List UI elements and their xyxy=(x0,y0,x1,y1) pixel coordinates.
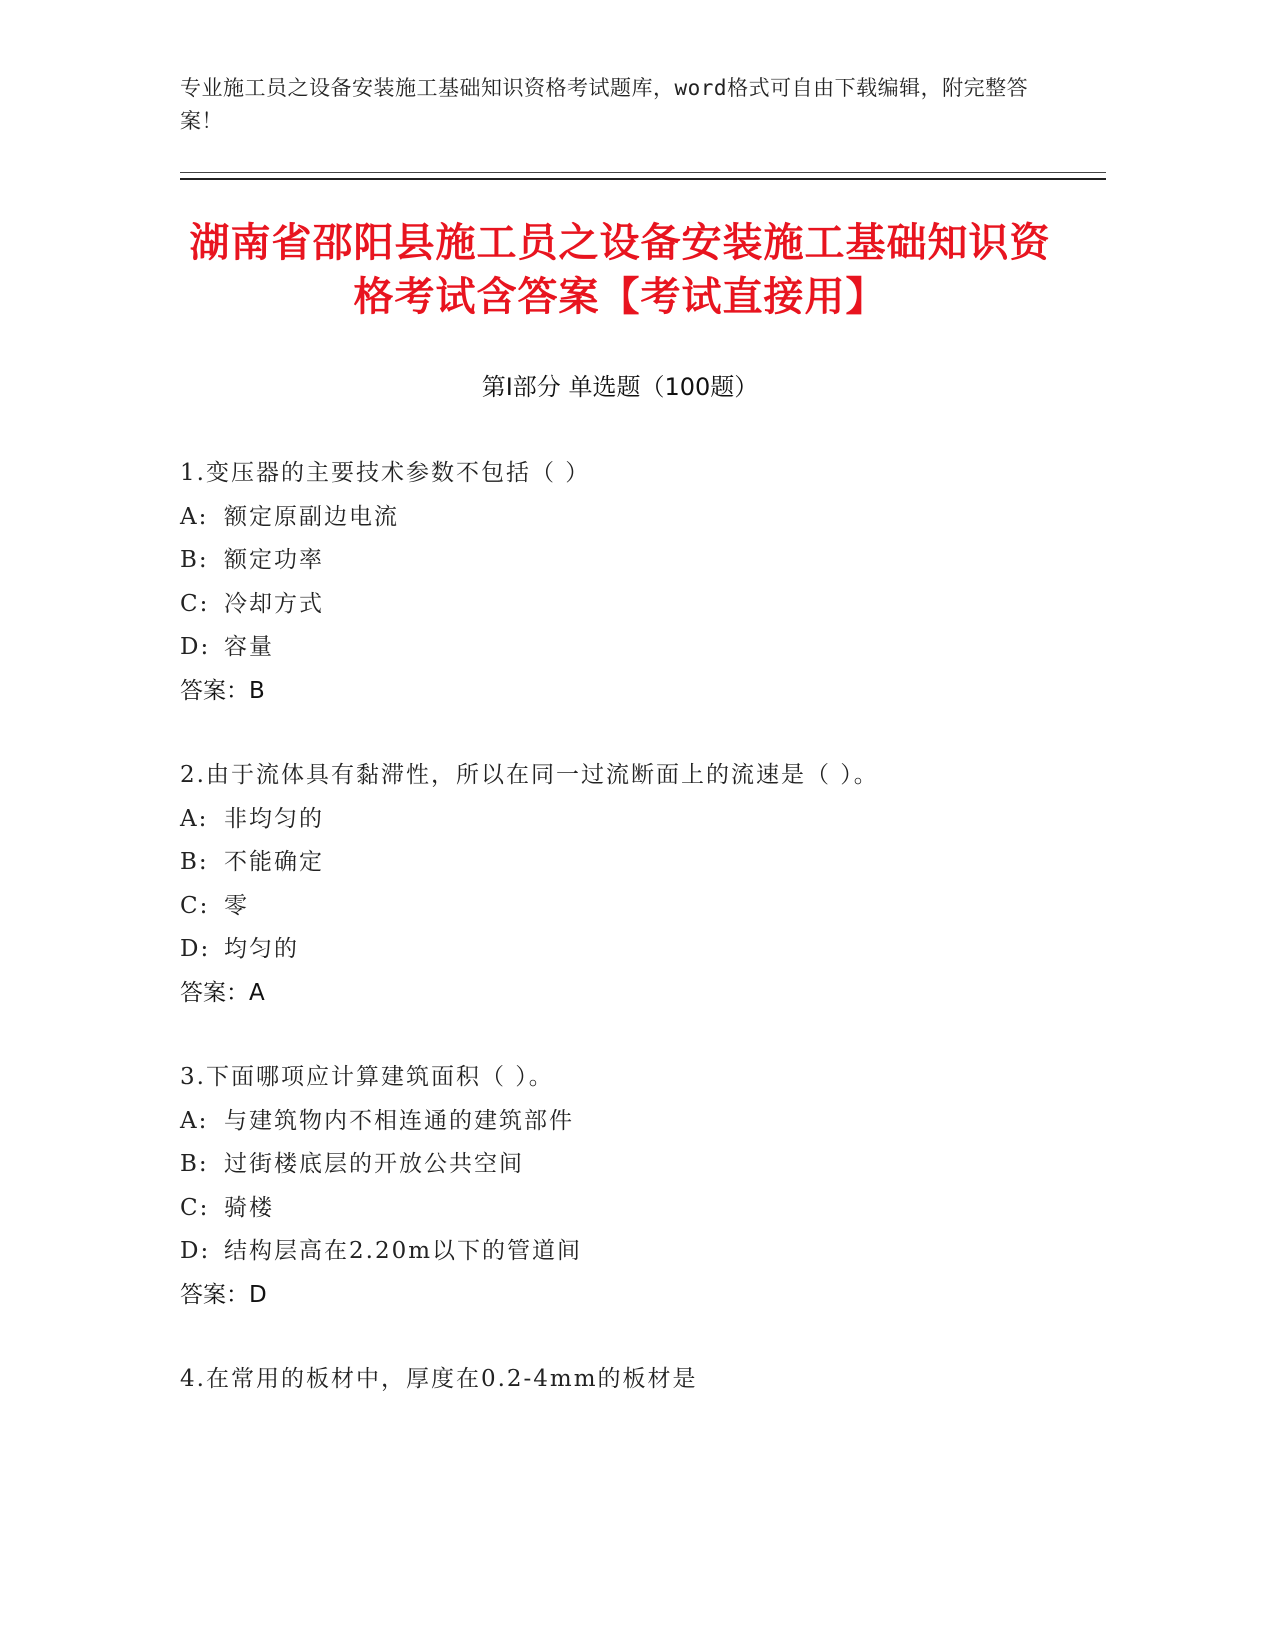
option-key: A: xyxy=(180,805,209,832)
question-stem: 3.下面哪项应计算建筑面积（ ）。 xyxy=(180,1064,554,1090)
option-d xyxy=(180,928,1080,972)
option-key: D: xyxy=(180,1238,211,1264)
option-key: B: xyxy=(180,849,209,875)
option-c xyxy=(180,1187,1080,1231)
option-key: C: xyxy=(180,892,210,919)
option-text: 不能确定 xyxy=(224,849,324,875)
option-key: D: xyxy=(180,634,211,660)
option-a xyxy=(180,1100,1080,1144)
option-c xyxy=(180,885,1080,929)
option-key: B: xyxy=(180,547,209,573)
option-key: A: xyxy=(180,1107,209,1134)
option-d xyxy=(180,1230,1080,1274)
question-item xyxy=(180,452,1080,713)
option-key: C: xyxy=(180,1194,210,1221)
option-text: 容量 xyxy=(224,634,274,660)
header-divider-thick xyxy=(180,178,1106,180)
section-heading: 第I部分 单选题（100题） xyxy=(481,373,759,401)
option-a xyxy=(180,798,1080,842)
option-text: 与建筑物内不相连通的建筑部件 xyxy=(224,1107,574,1134)
option-text: 额定功率 xyxy=(224,547,324,573)
question-list xyxy=(180,452,1080,1443)
option-key: D: xyxy=(180,936,211,962)
option-text: 骑楼 xyxy=(224,1194,274,1221)
question-stem: 2.由于流体具有黏滞性，所以在同一过流断面上的流速是（ ）。 xyxy=(180,762,879,788)
document-title: 湖南省邵阳县施工员之设备安装施工基础知识资格考试含答案【考试直接用】 xyxy=(189,220,1051,320)
question-item xyxy=(180,1056,1080,1317)
option-key: A: xyxy=(180,503,209,530)
option-text: 冷却方式 xyxy=(224,590,324,617)
header-note: 专业施工员之设备安装施工基础知识资格考试题库，word格式可自由下载编辑，附完整答案！ xyxy=(180,76,1029,133)
option-a xyxy=(180,496,1080,540)
answer-line: 答案：A xyxy=(180,979,265,1006)
answer-line: 答案：D xyxy=(180,1281,267,1308)
header-divider-thin xyxy=(180,172,1106,173)
question-item xyxy=(180,754,1080,1015)
option-b xyxy=(180,539,1080,583)
option-text: 零 xyxy=(224,892,249,919)
option-text: 过街楼底层的开放公共空间 xyxy=(224,1151,524,1177)
option-key: B: xyxy=(180,1151,209,1177)
option-d xyxy=(180,626,1080,670)
question-item xyxy=(180,1358,1080,1402)
option-c xyxy=(180,583,1080,627)
answer-line: 答案：B xyxy=(180,677,265,704)
option-text: 均匀的 xyxy=(224,936,299,962)
option-key: C: xyxy=(180,590,210,617)
option-text: 非均匀的 xyxy=(224,805,324,832)
option-text: 额定原副边电流 xyxy=(224,503,399,530)
question-stem: 4.在常用的板材中，厚度在0.2-4mm的板材是 xyxy=(180,1366,698,1392)
question-stem: 1.变压器的主要技术参数不包括（ ） xyxy=(180,460,591,486)
option-b xyxy=(180,1143,1080,1187)
option-b xyxy=(180,841,1080,885)
option-text: 结构层高在2.20m以下的管道间 xyxy=(224,1238,583,1264)
